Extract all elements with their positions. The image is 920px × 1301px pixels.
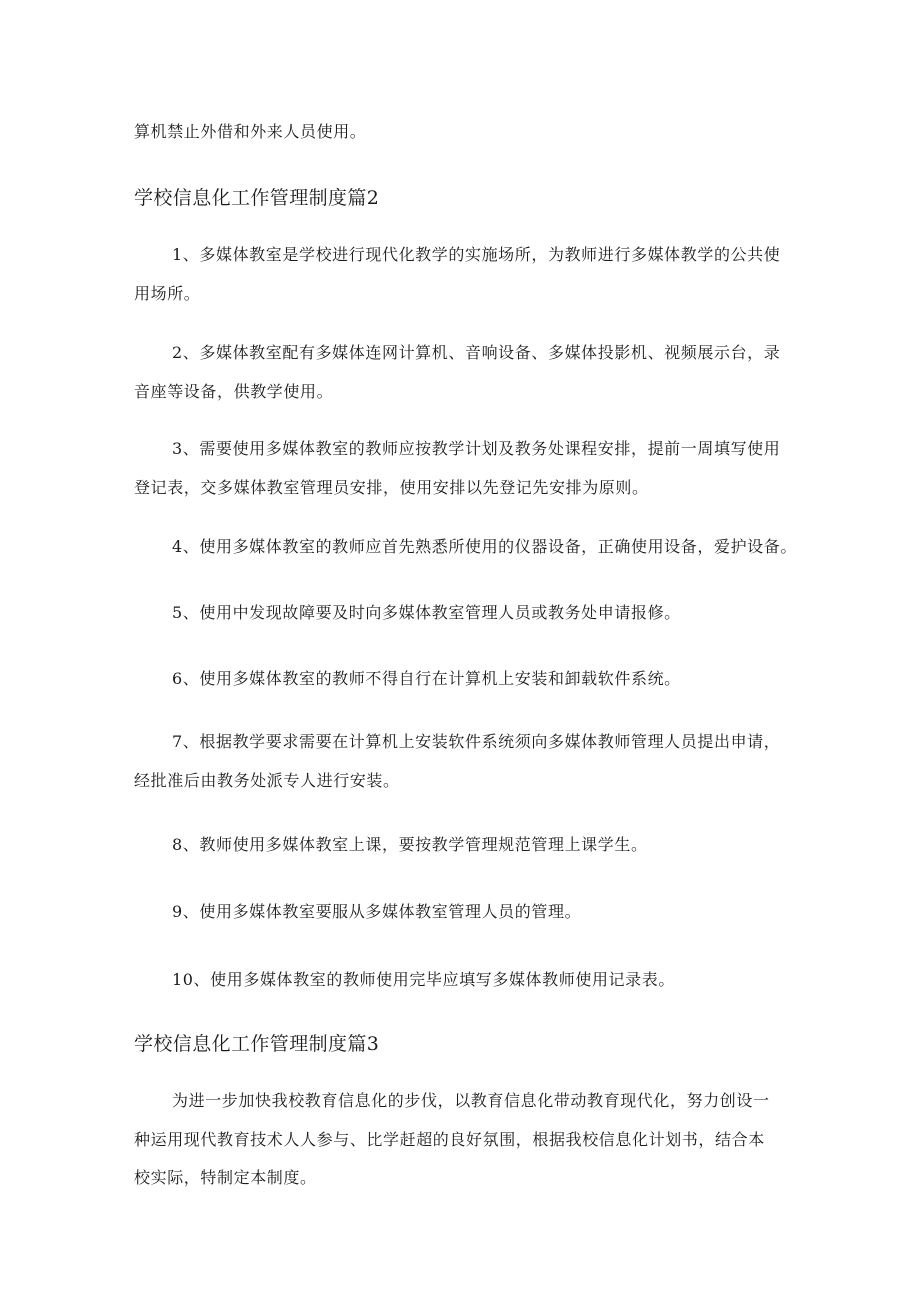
item-7-line-2: 经批准后由教务处派专人进行安装。 [134, 771, 400, 790]
item-1-line-1: 1、多媒体教室是学校进行现代化教学的实施场所，为教师进行多媒体教学的公共使 [172, 245, 781, 264]
item-7-line-1: 7、根据教学要求需要在计算机上安装软件系统须向多媒体教师管理人员提出申请， [172, 732, 781, 751]
section-3-paragraph-line-2: 种运用现代教育技术人人参与、比学赶超的良好氛围，根据我校信息化计划书，结合本 [134, 1130, 765, 1149]
item-2-line-2: 音座等设备，供教学使用。 [134, 382, 334, 401]
item-4-line-1: 4、使用多媒体教室的教师应首先熟悉所使用的仪器设备，正确使用设备，爱护设备。 [172, 537, 797, 556]
item-1-line-2: 用场所。 [134, 284, 201, 303]
item-8-line-1: 8、教师使用多媒体教室上课，要按教学管理规范管理上课学生。 [172, 835, 648, 854]
section-3-paragraph-line-1: 为进一步加快我校教育信息化的步伐，以教育信息化带动教育现代化，努力创设一 [172, 1091, 770, 1110]
section-3-paragraph-line-3: 校实际，特制定本制度。 [134, 1168, 317, 1187]
item-3-line-1: 3、需要使用多媒体教室的教师应按教学计划及教务处课程安排，提前一周填写使用 [172, 439, 781, 458]
section-3-heading: 学校信息化工作管理制度篇3 [134, 1033, 380, 1055]
item-10-line-1: 10、使用多媒体教室的教师使用完毕应填写多媒体教师使用记录表。 [172, 970, 675, 989]
item-6-line-1: 6、使用多媒体教室的教师不得自行在计算机上安装和卸载软件系统。 [172, 669, 681, 688]
section-2-heading: 学校信息化工作管理制度篇2 [134, 187, 380, 209]
item-2-line-1: 2、多媒体教室配有多媒体连网计算机、音响设备、多媒体投影机、视频展示台，录 [172, 343, 781, 362]
intro-tail-line: 算机禁止外借和外来人员使用。 [134, 122, 367, 141]
item-5-line-1: 5、使用中发现故障要及时向多媒体教室管理人员或教务处申请报修。 [172, 603, 681, 622]
item-3-line-2: 登记表，交多媒体教室管理员安排，使用安排以先登记先安排为原则。 [134, 478, 649, 497]
item-9-line-1: 9、使用多媒体教室要服从多媒体教室管理人员的管理。 [172, 902, 582, 921]
